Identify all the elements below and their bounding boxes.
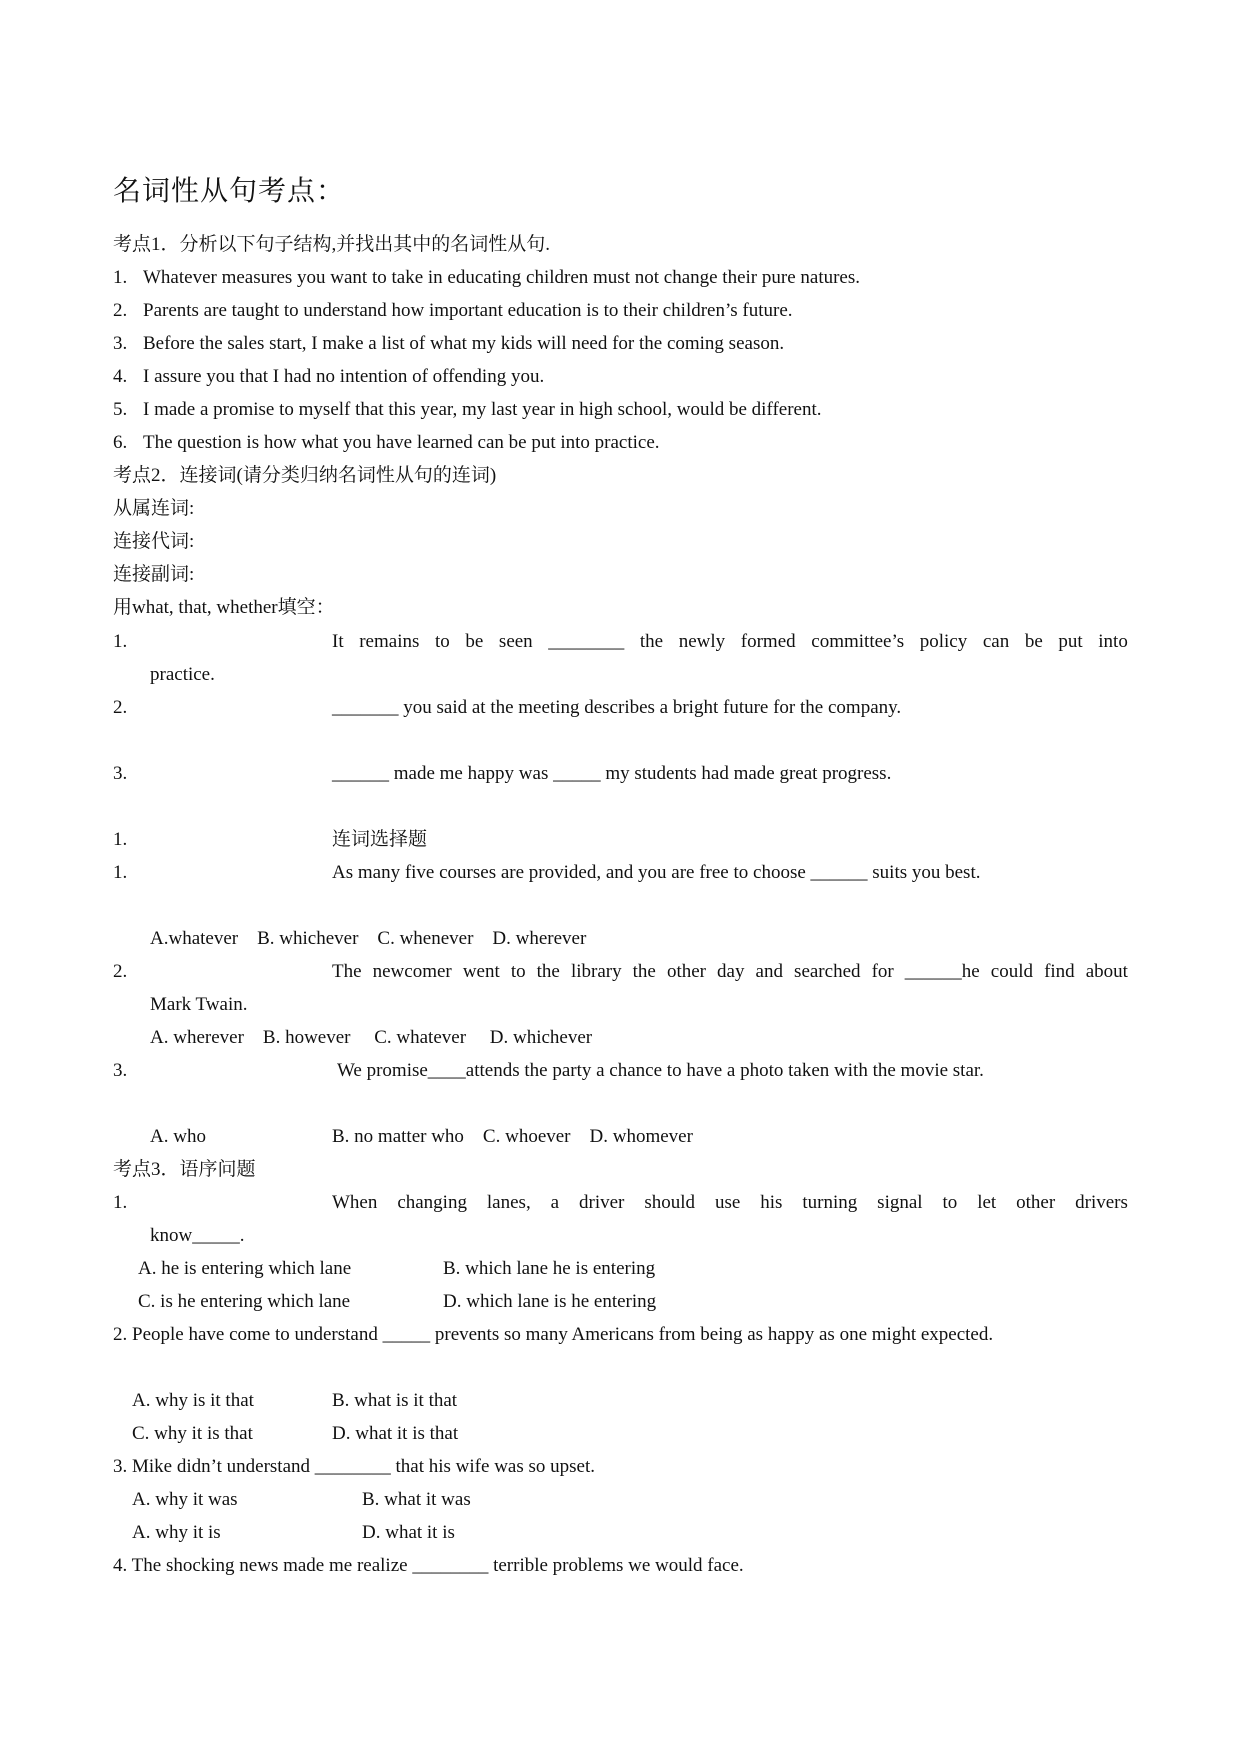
word: other [666, 961, 706, 982]
word: into [1098, 631, 1128, 652]
word: a [550, 1192, 560, 1213]
q-text: 4. The shocking news made me realize ________ terrible problems we would face. [113, 1555, 744, 1576]
word: to [942, 1192, 958, 1213]
word: the [632, 961, 656, 982]
mc-item-options: A. wherever B. however C. whatever D. whichever [150, 1027, 593, 1048]
s1-item-text: I made a promise to myself that this year, my last year in high school, would be different. [143, 399, 822, 420]
word: signal [877, 1192, 923, 1213]
q-option-a: A. he is entering which lane [138, 1258, 352, 1279]
word: When [332, 1192, 378, 1213]
word: It [332, 631, 344, 652]
section-2-heading: 考点2．连接词(请分类归纳名词性从句的连词) [113, 465, 497, 486]
q-option-a: A. why is it that [132, 1390, 254, 1411]
s1-item-text: Whatever measures you want to take in educating children must not change their pure natures. [143, 267, 860, 288]
mc-item-num: 2. [113, 961, 128, 982]
q-option-d: D. what it is that [332, 1423, 459, 1444]
fill-item-num: 2. [113, 697, 128, 718]
s1-item-num: 1. [113, 267, 128, 288]
category-label: 连接副词: [113, 564, 195, 585]
word: day [717, 961, 745, 982]
word: went [462, 961, 500, 982]
mc-section-heading: 连词选择题 [332, 829, 428, 850]
mc-item-text: We promise____attends the party a chance to have a photo taken with the movie star. [337, 1060, 984, 1081]
s1-item-text: Parents are taught to understand how important education is to their children’s future. [143, 300, 793, 321]
word: find [1044, 961, 1075, 982]
word: other [1016, 1192, 1056, 1213]
s1-item-num: 5. [113, 399, 128, 420]
word: ________ [548, 631, 625, 652]
mc-item-options: A.whatever B. whichever C. whenever D. wherever [150, 928, 587, 949]
section-3-heading: 考点3．语序问题 [113, 1159, 256, 1180]
q-option-c: C. why it is that [132, 1423, 253, 1444]
q-option-d: D. what it is [362, 1522, 455, 1543]
word: and [755, 961, 783, 982]
fill-item-text: _______ you said at the meeting describes a bright future for the company. [332, 697, 902, 718]
q-option-b: B. what it was [362, 1489, 471, 1510]
fill-item-continuation: practice. [150, 664, 215, 685]
word: seen [498, 631, 533, 652]
fill-item-num: 1. [113, 631, 128, 652]
word: newly [678, 631, 726, 652]
s1-item-num: 6. [113, 432, 128, 453]
mc-section-num: 1. [113, 829, 128, 850]
q-continuation: know_____. [150, 1225, 245, 1246]
word: the [639, 631, 664, 652]
word: turning [802, 1192, 858, 1213]
word: about [1085, 961, 1128, 982]
s1-item-num: 3. [113, 333, 128, 354]
s1-item-num: 4. [113, 366, 128, 387]
word: be [1024, 631, 1043, 652]
word: can [982, 631, 1010, 652]
word: be [465, 631, 484, 652]
fill-item-num: 3. [113, 763, 128, 784]
s1-item-text: I assure you that I had no intention of offending you. [143, 366, 545, 387]
q-option-d: D. which lane is he entering [443, 1291, 657, 1312]
s1-item-num: 2. [113, 300, 128, 321]
q-option-c: A. why it is [132, 1522, 221, 1543]
q-option-b: B. what is it that [332, 1390, 458, 1411]
category-label: 从属连词: [113, 498, 195, 519]
word: for [871, 961, 894, 982]
mc-item-text [332, 960, 1128, 984]
section-1-heading: 考点1．分析以下句子结构,并找出其中的名词性从句. [113, 234, 551, 255]
mc-item-text: As many five courses are provided, and you are free to choose ______ suits you best. [332, 862, 981, 883]
word: should [644, 1192, 696, 1213]
category-label: 连接代词: [113, 531, 195, 552]
word: drivers [1075, 1192, 1128, 1213]
word: library [570, 961, 622, 982]
q-text [332, 1191, 1128, 1215]
word: lanes, [486, 1192, 531, 1213]
word: could [990, 961, 1034, 982]
word: let [977, 1192, 997, 1213]
word: the [536, 961, 560, 982]
word: newcomer [372, 961, 452, 982]
s1-item-text: Before the sales start, I make a list of what my kids will need for the coming season. [143, 333, 785, 354]
fill-item-text: ______ made me happy was _____ my students had made great progress. [332, 763, 892, 784]
q-text: 3. Mike didn’t understand ________ that his wife was so upset. [113, 1456, 595, 1477]
q-text: 2. People have come to understand _____ prevents so many Americans from being as happy as one might expected. [113, 1324, 994, 1345]
mc-item-num: 3. [113, 1060, 128, 1081]
word: policy [919, 631, 968, 652]
q-option-c: C. is he entering which lane [138, 1291, 351, 1312]
q-num: 1. [113, 1192, 128, 1213]
mc-item-num: 1. [113, 862, 128, 883]
word: changing [397, 1192, 467, 1213]
word: use [714, 1192, 741, 1213]
mc-options-rest: B. no matter who C. whoever D. whomever [332, 1126, 693, 1147]
word: searched [794, 961, 861, 982]
word: to [510, 961, 526, 982]
s1-item-text: The question is how what you have learned can be put into practice. [143, 432, 660, 453]
word: ______he [904, 961, 980, 982]
word: committee’s [811, 631, 905, 652]
word: remains [359, 631, 420, 652]
mc-option-a: A. who [150, 1126, 206, 1147]
q-option-b: B. which lane he is entering [443, 1258, 656, 1279]
word: put [1058, 631, 1083, 652]
page-title: 名词性从句考点： [113, 176, 346, 207]
word: his [760, 1192, 783, 1213]
word: to [434, 631, 450, 652]
q-option-a: A. why it was [132, 1489, 238, 1510]
word: The [332, 961, 362, 982]
word: formed [740, 631, 796, 652]
fill-item-text [332, 630, 1128, 654]
mc-item-continuation: Mark Twain. [150, 994, 248, 1015]
fill-in-heading: 用what, that, whether填空： [113, 597, 335, 618]
word: driver [579, 1192, 625, 1213]
